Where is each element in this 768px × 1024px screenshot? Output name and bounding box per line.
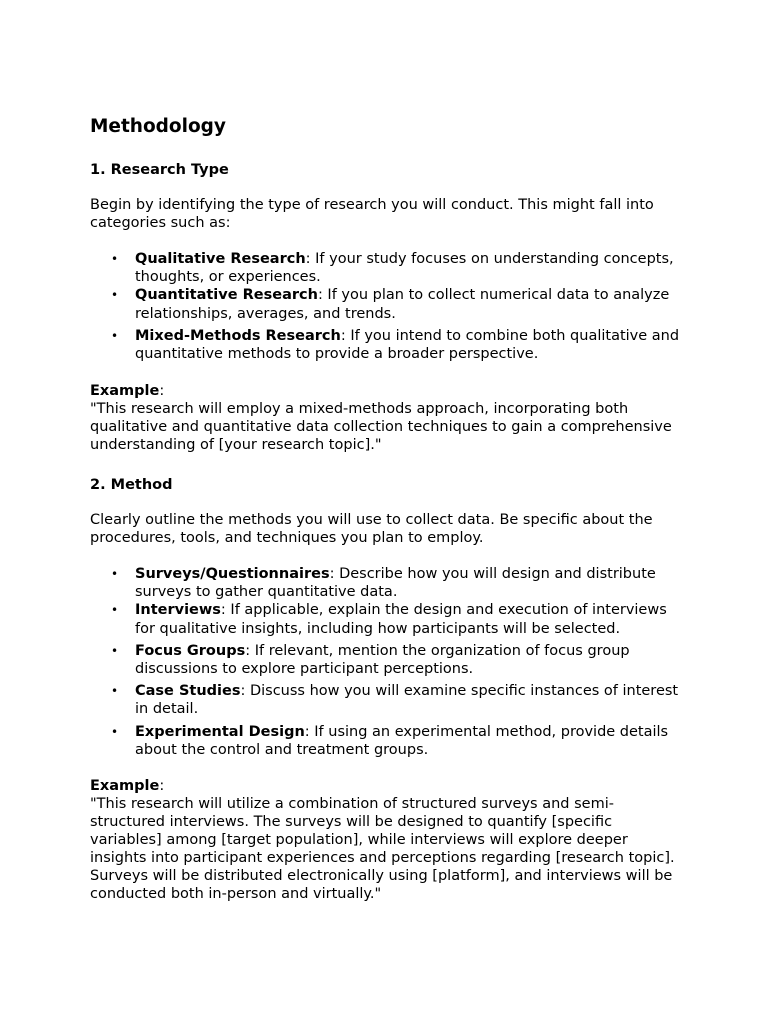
section-research-type [90, 161, 690, 454]
example-block [90, 382, 680, 454]
list-item-term: Quantitative Research [135, 287, 318, 304]
bullet-icon: • [111, 603, 119, 618]
list-item [90, 250, 685, 286]
list-item [90, 327, 685, 363]
list-item-term: Mixed-Methods Research [135, 327, 341, 344]
bullet-icon: • [111, 252, 119, 266]
list-item-term: Case Studies [135, 683, 241, 700]
document-title: Methodology [90, 116, 226, 137]
list-item-term: Experimental Design [135, 723, 305, 740]
list-item [90, 642, 685, 678]
example-colon: : [159, 383, 165, 400]
list-item-text: : If you intend to combine both qualitative and quantitative methods to provide a broader perspective. [135, 327, 680, 363]
example-label: Example [90, 383, 160, 400]
bullet-icon: • [111, 643, 119, 658]
list-item-text: : If relevant, mention the organization of focus group discussions to explore participant perceptions. [135, 642, 630, 678]
example-colon: : [159, 778, 165, 795]
list-item-text: : Discuss how you will examine specific instances of interest in detail. [135, 683, 679, 718]
bullet-icon: • [111, 724, 119, 739]
list-item-text: : Describe how you will design and distribute surveys to gather quantitative data. [135, 566, 656, 601]
bullet-icon: • [111, 684, 119, 699]
example-text: "This research will employ a mixed-methods approach, incorporating both qualitative and quantitative data collection techniques to gain a comprehensive understanding of [your research topic]." [90, 401, 672, 454]
list-item [90, 601, 685, 637]
section-method [90, 476, 690, 903]
example-block [90, 777, 680, 903]
list-item-term: Focus Groups [135, 642, 246, 659]
list-item [90, 723, 685, 759]
section-heading: 2. Method [90, 477, 173, 493]
list-item [90, 565, 685, 601]
list-item-text: : If your study focuses on understanding concepts, thoughts, or experiences. [135, 251, 674, 286]
bullet-list [90, 250, 690, 363]
list-item-text: : If using an experimental method, provide details about the control and treatment groups. [135, 723, 669, 758]
example-text: "This research will utilize a combination of structured surveys and semi-structured interviews. The surveys will be designed to quantify [specific variables] among [target population], while interviews will explore deeper insights into participant experiences and perceptions regarding [research topic]. Surveys will be distributed electronically using [platform], and interviews will be conducted both in-person and virtually." [90, 796, 675, 903]
list-item-text: : If you plan to collect numerical data to analyze relationships, averages, and trends. [135, 287, 670, 322]
bullet-icon: • [111, 288, 119, 303]
section-intro: Begin by identifying the type of research you will conduct. This might fall into categories such as: [90, 197, 654, 231]
bullet-list [90, 565, 690, 759]
list-item [90, 286, 685, 322]
list-item-term: Surveys/Questionnaires [135, 566, 330, 582]
bullet-icon: • [111, 328, 119, 343]
list-item-term: Qualitative Research [135, 251, 306, 267]
section-intro: Clearly outline the methods you will use to collect data. Be specific about the procedures, tools, and techniques you plan to employ. [90, 512, 653, 546]
section-heading: 1. Research Type [90, 162, 229, 178]
list-item-term: Interviews [135, 602, 221, 619]
example-label: Example [90, 778, 160, 795]
list-item-text: : If applicable, explain the design and execution of interviews for qualitative insights, including how participants will be selected. [135, 602, 667, 637]
list-item [90, 682, 685, 718]
bullet-icon: • [111, 567, 119, 581]
